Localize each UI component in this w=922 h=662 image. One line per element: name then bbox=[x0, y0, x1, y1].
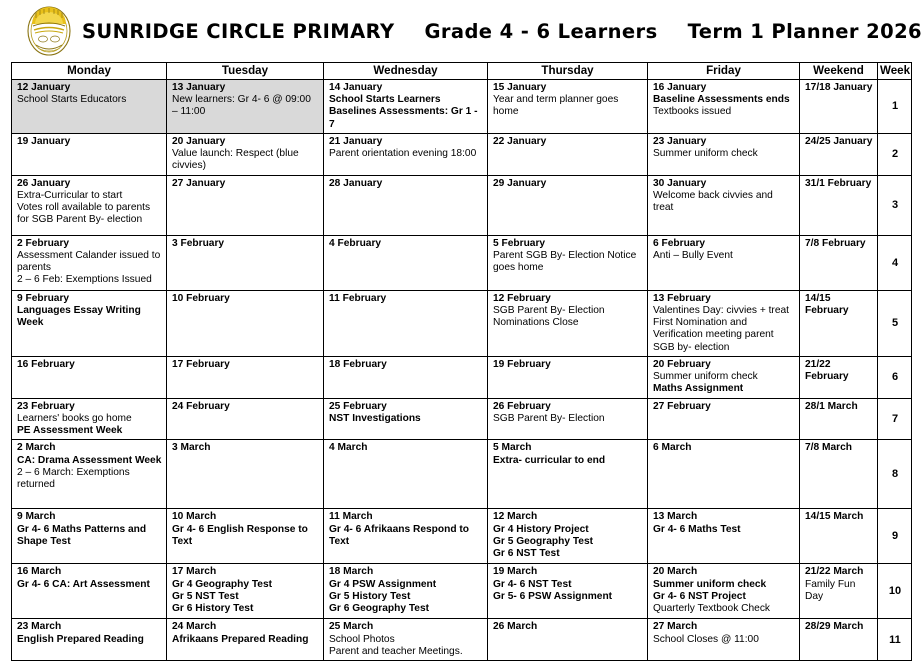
day-cell[interactable] bbox=[167, 509, 324, 564]
cell-date: 3 February bbox=[172, 237, 225, 249]
column-header-friday: Friday bbox=[648, 63, 800, 80]
cell-event: Gr 4- 6 NST Test bbox=[493, 578, 572, 590]
table-row bbox=[12, 398, 912, 440]
cell-event: Parent orientation evening 18:00 bbox=[329, 148, 477, 160]
day-cell[interactable] bbox=[12, 235, 167, 290]
cell-date: 4 March bbox=[329, 442, 368, 454]
cell-date: 21 January bbox=[329, 135, 383, 147]
day-cell[interactable] bbox=[800, 80, 878, 134]
cell-date: 27 March bbox=[653, 621, 698, 633]
column-header-wednesday: Wednesday bbox=[324, 63, 488, 80]
cell-date: 13 March bbox=[653, 511, 698, 523]
day-cell[interactable] bbox=[800, 619, 878, 661]
week-number-cell: 11 bbox=[878, 619, 912, 661]
cell-event: CA: Drama Assessment Week bbox=[17, 454, 162, 466]
cell-date: 17 March bbox=[172, 566, 217, 578]
cell-date: 15 January bbox=[493, 82, 547, 93]
cell-event: Gr 4 History Project bbox=[493, 523, 589, 535]
table-header-row bbox=[12, 63, 912, 80]
cell-event: Anti – Bully Event bbox=[653, 250, 733, 262]
cell-event: Parent SGB By- Election Notice goes home bbox=[493, 250, 637, 274]
cell-event: Gr 4 PSW Assignment bbox=[329, 578, 437, 590]
cell-date: 4 February bbox=[329, 237, 382, 249]
cell-event: Summer uniform check bbox=[653, 148, 758, 160]
day-cell[interactable] bbox=[800, 175, 878, 235]
cell-date: 6 March bbox=[653, 442, 692, 454]
table-row bbox=[12, 80, 912, 134]
column-header-thursday: Thursday bbox=[488, 63, 648, 80]
day-cell[interactable] bbox=[12, 564, 167, 619]
cell-date: 3 March bbox=[172, 442, 211, 454]
cell-event: 2 – 6 March: Exemptions returned bbox=[17, 466, 130, 491]
cell-date: 21/22 March bbox=[805, 566, 864, 578]
cell-event: Baseline Assessments ends bbox=[653, 94, 790, 106]
cell-date: 10 February bbox=[172, 292, 230, 304]
day-cell[interactable] bbox=[324, 619, 488, 661]
week-number-cell: 5 bbox=[878, 290, 912, 356]
day-cell[interactable] bbox=[800, 440, 878, 509]
cell-date: 12 January bbox=[17, 82, 71, 93]
cell-date: 23 January bbox=[653, 135, 707, 147]
cell-event: Summer uniform check bbox=[653, 371, 758, 383]
column-header-weekend: Weekend bbox=[800, 63, 878, 80]
week-number-cell: 4 bbox=[878, 235, 912, 290]
cell-date: 16 January bbox=[653, 82, 707, 93]
day-cell[interactable] bbox=[324, 290, 488, 356]
day-cell[interactable] bbox=[648, 175, 800, 235]
cell-date: 12 March bbox=[493, 511, 538, 523]
week-number-cell: 9 bbox=[878, 509, 912, 564]
cell-date: 14/15 February bbox=[805, 292, 849, 317]
day-cell[interactable] bbox=[167, 564, 324, 619]
cell-date: 11 March bbox=[329, 511, 373, 523]
day-cell[interactable] bbox=[167, 440, 324, 509]
cell-date: 25 March bbox=[329, 621, 374, 633]
cell-event: School Closes @ 11:00 bbox=[653, 633, 759, 645]
cell-event: Gr 6 History Test bbox=[172, 603, 254, 615]
day-cell[interactable] bbox=[324, 235, 488, 290]
grade-range: Grade 4 - 6 Learners bbox=[424, 19, 658, 43]
day-cell[interactable] bbox=[167, 290, 324, 356]
cell-event: Gr 4- 6 Maths Test bbox=[653, 523, 741, 535]
cell-date: 28/29 March bbox=[805, 621, 864, 633]
table-row bbox=[12, 619, 912, 661]
cell-date: 17 February bbox=[172, 358, 230, 370]
week-number-cell: 10 bbox=[878, 564, 912, 619]
cell-event: NST Investigations bbox=[329, 413, 421, 425]
day-cell[interactable] bbox=[800, 509, 878, 564]
cell-event: Gr 4- 6 Afrikaans Respond to Text bbox=[329, 523, 470, 547]
day-cell[interactable] bbox=[324, 175, 488, 235]
day-cell[interactable] bbox=[324, 509, 488, 564]
cell-date: 7/8 February bbox=[805, 237, 866, 249]
day-cell[interactable] bbox=[167, 133, 324, 175]
cell-date: 11 February bbox=[329, 292, 387, 304]
cell-event: First Nomination and Verification meeting parent SGB by- election bbox=[653, 317, 774, 353]
cell-event: Languages Essay Writing Week bbox=[17, 305, 141, 329]
cell-date: 24 February bbox=[172, 400, 230, 412]
day-cell[interactable] bbox=[167, 175, 324, 235]
cell-event: Year and term planner goes home bbox=[493, 94, 619, 118]
day-cell[interactable] bbox=[167, 80, 324, 134]
table-row bbox=[12, 509, 912, 564]
term-planner-table bbox=[11, 62, 912, 661]
school-crest-logo bbox=[26, 6, 72, 56]
day-cell[interactable] bbox=[800, 564, 878, 619]
day-cell[interactable] bbox=[488, 509, 648, 564]
cell-date: 5 March bbox=[493, 442, 532, 454]
cell-date: 27 January bbox=[172, 177, 226, 189]
day-cell[interactable] bbox=[648, 290, 800, 356]
term-title: Term 1 Planner 2026 bbox=[687, 19, 922, 43]
cell-event: Family Fun Day bbox=[805, 578, 856, 602]
cell-event: Extra- curricular to end bbox=[493, 454, 606, 466]
cell-event: Baselines Assessments: Gr 1 - 7 bbox=[329, 106, 478, 130]
table-row bbox=[12, 133, 912, 175]
cell-date: 27 February bbox=[653, 400, 711, 412]
logo-container bbox=[22, 6, 76, 56]
day-cell[interactable] bbox=[324, 564, 488, 619]
cell-event: Value launch: Respect (blue civvies) bbox=[172, 148, 299, 172]
cell-date: 6 February bbox=[653, 237, 706, 249]
cell-date: 2 March bbox=[17, 442, 56, 454]
cell-date: 14 January bbox=[329, 82, 383, 93]
cell-event: Afrikaans Prepared Reading bbox=[172, 633, 309, 645]
cell-date: 23 February bbox=[17, 400, 75, 412]
cell-date: 20 January bbox=[172, 135, 226, 147]
cell-date: 24 March bbox=[172, 621, 217, 633]
cell-event: Gr 6 Geography Test bbox=[329, 603, 430, 615]
day-cell[interactable] bbox=[324, 133, 488, 175]
day-cell[interactable] bbox=[12, 440, 167, 509]
cell-event: School Starts Learners bbox=[329, 94, 441, 106]
day-cell[interactable] bbox=[648, 398, 800, 440]
cell-date: 13 January bbox=[172, 82, 226, 93]
cell-event: PE Assessment Week bbox=[17, 425, 123, 437]
cell-date: 26 February bbox=[493, 400, 551, 412]
week-number-cell: 2 bbox=[878, 133, 912, 175]
cell-date: 14/15 March bbox=[805, 511, 864, 523]
day-cell[interactable] bbox=[12, 398, 167, 440]
day-cell[interactable] bbox=[800, 398, 878, 440]
cell-date: 5 February bbox=[493, 237, 546, 249]
cell-event: SGB Parent By- Election bbox=[493, 413, 605, 425]
day-cell[interactable] bbox=[488, 619, 648, 661]
day-cell[interactable] bbox=[167, 356, 324, 398]
cell-date: 19 February bbox=[493, 358, 551, 370]
cell-date: 20 March bbox=[653, 566, 698, 578]
day-cell[interactable] bbox=[648, 619, 800, 661]
day-cell[interactable] bbox=[324, 356, 488, 398]
cell-date: 28/1 March bbox=[805, 400, 858, 412]
day-cell[interactable] bbox=[488, 440, 648, 509]
cell-date: 26 March bbox=[493, 621, 538, 633]
day-cell[interactable] bbox=[12, 133, 167, 175]
cell-event: Gr 4 Geography Test bbox=[172, 578, 273, 590]
cell-event: Gr 5 Geography Test bbox=[493, 535, 594, 547]
column-header-monday: Monday bbox=[12, 63, 167, 80]
cell-event: Gr 5 NST Test bbox=[172, 590, 239, 602]
cell-event: Gr 4- 6 CA: Art Assessment bbox=[17, 578, 150, 590]
cell-date: 9 February bbox=[17, 292, 70, 304]
table-body bbox=[12, 80, 912, 661]
cell-date: 16 February bbox=[17, 358, 75, 370]
table-row bbox=[12, 356, 912, 398]
day-cell[interactable] bbox=[648, 133, 800, 175]
cell-event: Summer uniform check bbox=[653, 578, 767, 590]
table-row bbox=[12, 235, 912, 290]
day-cell[interactable] bbox=[12, 290, 167, 356]
cell-date: 9 March bbox=[17, 511, 56, 523]
cell-date: 10 March bbox=[172, 511, 217, 523]
cell-event: Maths Assignment bbox=[653, 383, 744, 395]
table-row bbox=[12, 175, 912, 235]
day-cell[interactable] bbox=[324, 398, 488, 440]
cell-event: Gr 6 NST Test bbox=[493, 548, 560, 560]
cell-date: 12 February bbox=[493, 292, 551, 304]
day-cell[interactable] bbox=[648, 235, 800, 290]
cell-event: Assessment Calander issued to parents bbox=[17, 250, 161, 274]
day-cell[interactable] bbox=[12, 80, 167, 134]
cell-date: 28 January bbox=[329, 177, 383, 189]
day-cell[interactable] bbox=[488, 175, 648, 235]
column-header-tuesday: Tuesday bbox=[167, 63, 324, 80]
day-cell[interactable] bbox=[488, 133, 648, 175]
cell-event: SGB Parent By- Election Nominations Close bbox=[493, 305, 605, 329]
cell-event: Quarterly Textbook Check bbox=[653, 603, 771, 615]
cell-date: 21/22 February bbox=[805, 358, 849, 383]
day-cell[interactable] bbox=[800, 133, 878, 175]
day-cell[interactable] bbox=[488, 290, 648, 356]
cell-event: New learners: Gr 4- 6 @ 09:00 – 11:00 bbox=[172, 94, 311, 118]
day-cell[interactable] bbox=[648, 80, 800, 134]
day-cell[interactable] bbox=[488, 80, 648, 134]
page-title bbox=[82, 20, 922, 43]
cell-date: 7/8 March bbox=[805, 442, 852, 454]
week-number-cell: 3 bbox=[878, 175, 912, 235]
day-cell[interactable] bbox=[488, 235, 648, 290]
cell-event: Extra-Curricular to start bbox=[17, 190, 123, 202]
day-cell[interactable] bbox=[167, 235, 324, 290]
cell-event: Gr 5- 6 PSW Assignment bbox=[493, 590, 613, 602]
cell-date: 16 March bbox=[17, 566, 62, 578]
cell-event: Votes roll available to parents for SGB Parent By- election bbox=[17, 202, 151, 226]
cell-date: 19 March bbox=[493, 566, 538, 578]
cell-event: Valentines Day: civvies + treat bbox=[653, 305, 789, 317]
cell-date: 18 February bbox=[329, 358, 387, 370]
day-cell[interactable] bbox=[488, 398, 648, 440]
cell-event: Gr 4- 6 NST Project bbox=[653, 590, 746, 602]
day-cell[interactable] bbox=[324, 80, 488, 134]
day-cell[interactable] bbox=[12, 356, 167, 398]
cell-event: Gr 4- 6 Maths Patterns and Shape Test bbox=[17, 523, 147, 547]
day-cell[interactable] bbox=[12, 175, 167, 235]
day-cell[interactable] bbox=[324, 440, 488, 509]
cell-date: 19 January bbox=[17, 135, 71, 147]
cell-event: Gr 5 History Test bbox=[329, 590, 411, 602]
cell-event: Welcome back civvies and treat bbox=[653, 190, 773, 214]
document-header bbox=[0, 0, 922, 62]
cell-date: 13 February bbox=[653, 292, 711, 304]
day-cell[interactable] bbox=[800, 290, 878, 356]
week-number-cell: 1 bbox=[878, 80, 912, 134]
cell-date: 20 February bbox=[653, 358, 711, 370]
cell-event: Gr 4- 6 English Response to Text bbox=[172, 523, 308, 547]
table-row bbox=[12, 440, 912, 509]
cell-date: 18 March bbox=[329, 566, 374, 578]
cell-date: 31/1 February bbox=[805, 177, 872, 189]
table-row bbox=[12, 290, 912, 356]
cell-event: School Photos bbox=[329, 633, 395, 645]
day-cell[interactable] bbox=[488, 356, 648, 398]
day-cell[interactable] bbox=[800, 356, 878, 398]
column-header-week: Week bbox=[878, 63, 912, 80]
cell-date: 2 February bbox=[17, 237, 70, 249]
day-cell[interactable] bbox=[648, 564, 800, 619]
cell-event: 2 – 6 Feb: Exemptions Issued bbox=[17, 274, 152, 286]
cell-date: 29 January bbox=[493, 177, 547, 189]
cell-date: 26 January bbox=[17, 177, 71, 189]
cell-date: 17/18 January bbox=[805, 82, 873, 93]
cell-date: 30 January bbox=[653, 177, 707, 189]
school-name: SUNRIDGE CIRCLE PRIMARY bbox=[81, 19, 395, 43]
day-cell[interactable] bbox=[800, 235, 878, 290]
cell-event: School Starts Educators bbox=[17, 94, 127, 106]
day-cell[interactable] bbox=[12, 509, 167, 564]
cell-date: 23 March bbox=[17, 621, 62, 633]
table-row bbox=[12, 564, 912, 619]
day-cell[interactable] bbox=[167, 398, 324, 440]
cell-event: English Prepared Reading bbox=[17, 633, 144, 645]
cell-event: Parent and teacher Meetings. bbox=[329, 645, 463, 657]
week-number-cell: 7 bbox=[878, 398, 912, 440]
week-number-cell: 6 bbox=[878, 356, 912, 398]
cell-date: 24/25 January bbox=[805, 135, 873, 147]
cell-event: Textbooks issued bbox=[653, 106, 732, 118]
day-cell[interactable] bbox=[488, 564, 648, 619]
cell-date: 22 January bbox=[493, 135, 547, 147]
cell-event: Learners' books go home bbox=[17, 413, 132, 425]
day-cell[interactable] bbox=[12, 619, 167, 661]
day-cell[interactable] bbox=[648, 509, 800, 564]
week-number-cell: 8 bbox=[878, 440, 912, 509]
day-cell[interactable] bbox=[648, 356, 800, 398]
cell-date: 25 February bbox=[329, 400, 387, 412]
day-cell[interactable] bbox=[648, 440, 800, 509]
day-cell[interactable] bbox=[167, 619, 324, 661]
